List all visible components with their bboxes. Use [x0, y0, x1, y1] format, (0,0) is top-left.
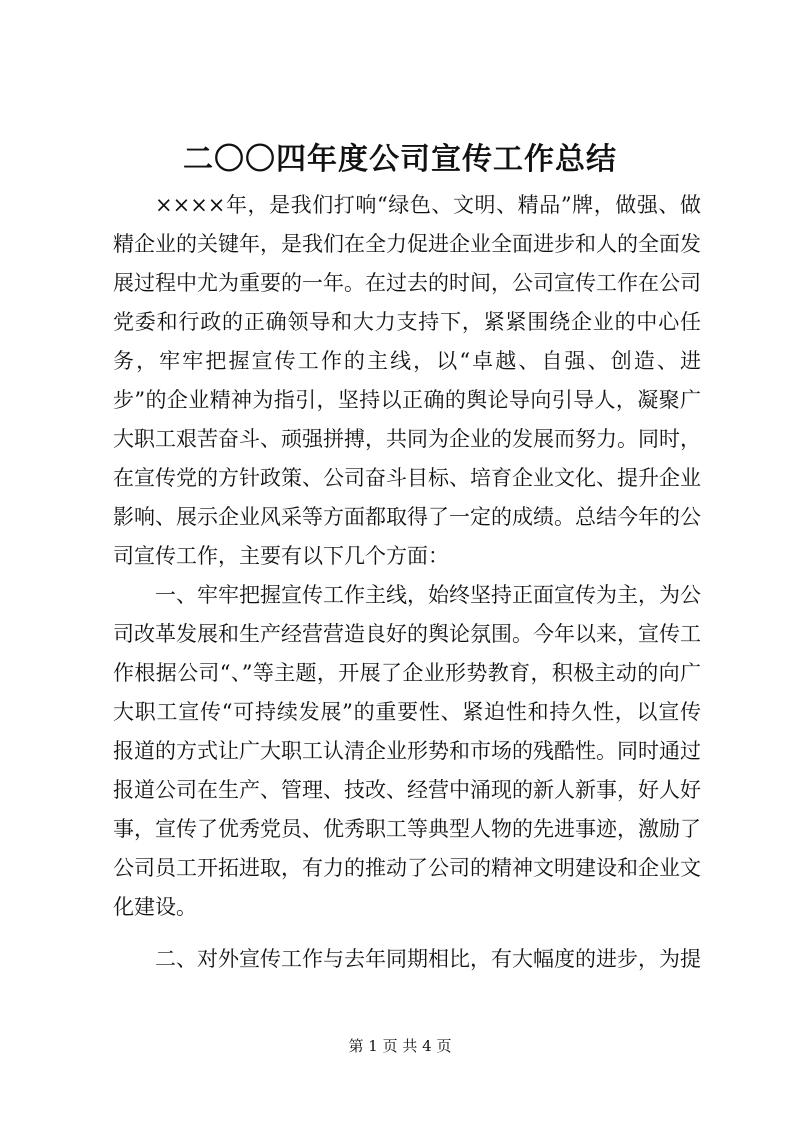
paragraph-intro: ××××年，是我们打响“绿色、文明、精品”牌，做强、做精企业的关键年，是我们在全力促进企业全面进步和人的全面发展过程中尤为重要的一年。在过去的时间，公司宣传工作在公司党委和行政的正确领导和大力支持下，紧紧围绕企业的中心任务，牢牢把握宣传工作的主线，以“卓越、自强、创造、进步”的企业精神为指引，坚持以正确的舆论导向引导人，凝聚广大职工艰苦奋斗、顽强拼搏，共同为企业的发展而努力。同时，在宣传党的方针政策、公司奋斗目标、培育企业文化、提升企业影响、展示企业风采等方面都取得了一定的成绩。总结今年的公司宣传工作，主要有以下几个方面： [113, 193, 701, 568]
paragraph-section-1: 一、牢牢把握宣传工作主线，始终坚持正面宣传为主，为公司改革发展和生产经营营造良好的舆论氛围。今年以来，宣传工作根据公司“、”等主题，开展了企业形势教育，积极主动的向广大职工宣传“可持续发展”的重要性、紧迫性和持久性，以宣传报道的方式让广大职工认清企业形势和市场的残酷性。同时通过报道公司在生产、管理、技改、经营中涌现的新人新事，好人好事，宣传了优秀党员、优秀职工等典型人物的先进事迹，激励了公司员工开拓进取，有力的推动了公司的精神文明建设和企业文化建设。 [113, 583, 701, 919]
paragraph-section-2: 二、对外宣传工作与去年同期相比，有大幅度的进步，为提 [155, 947, 701, 971]
document-title: 二〇〇四年度公司宣传工作总结 [183, 142, 617, 177]
document-body [113, 186, 701, 979]
page-footer: 第 1 页 共 4 页 [348, 1037, 452, 1055]
